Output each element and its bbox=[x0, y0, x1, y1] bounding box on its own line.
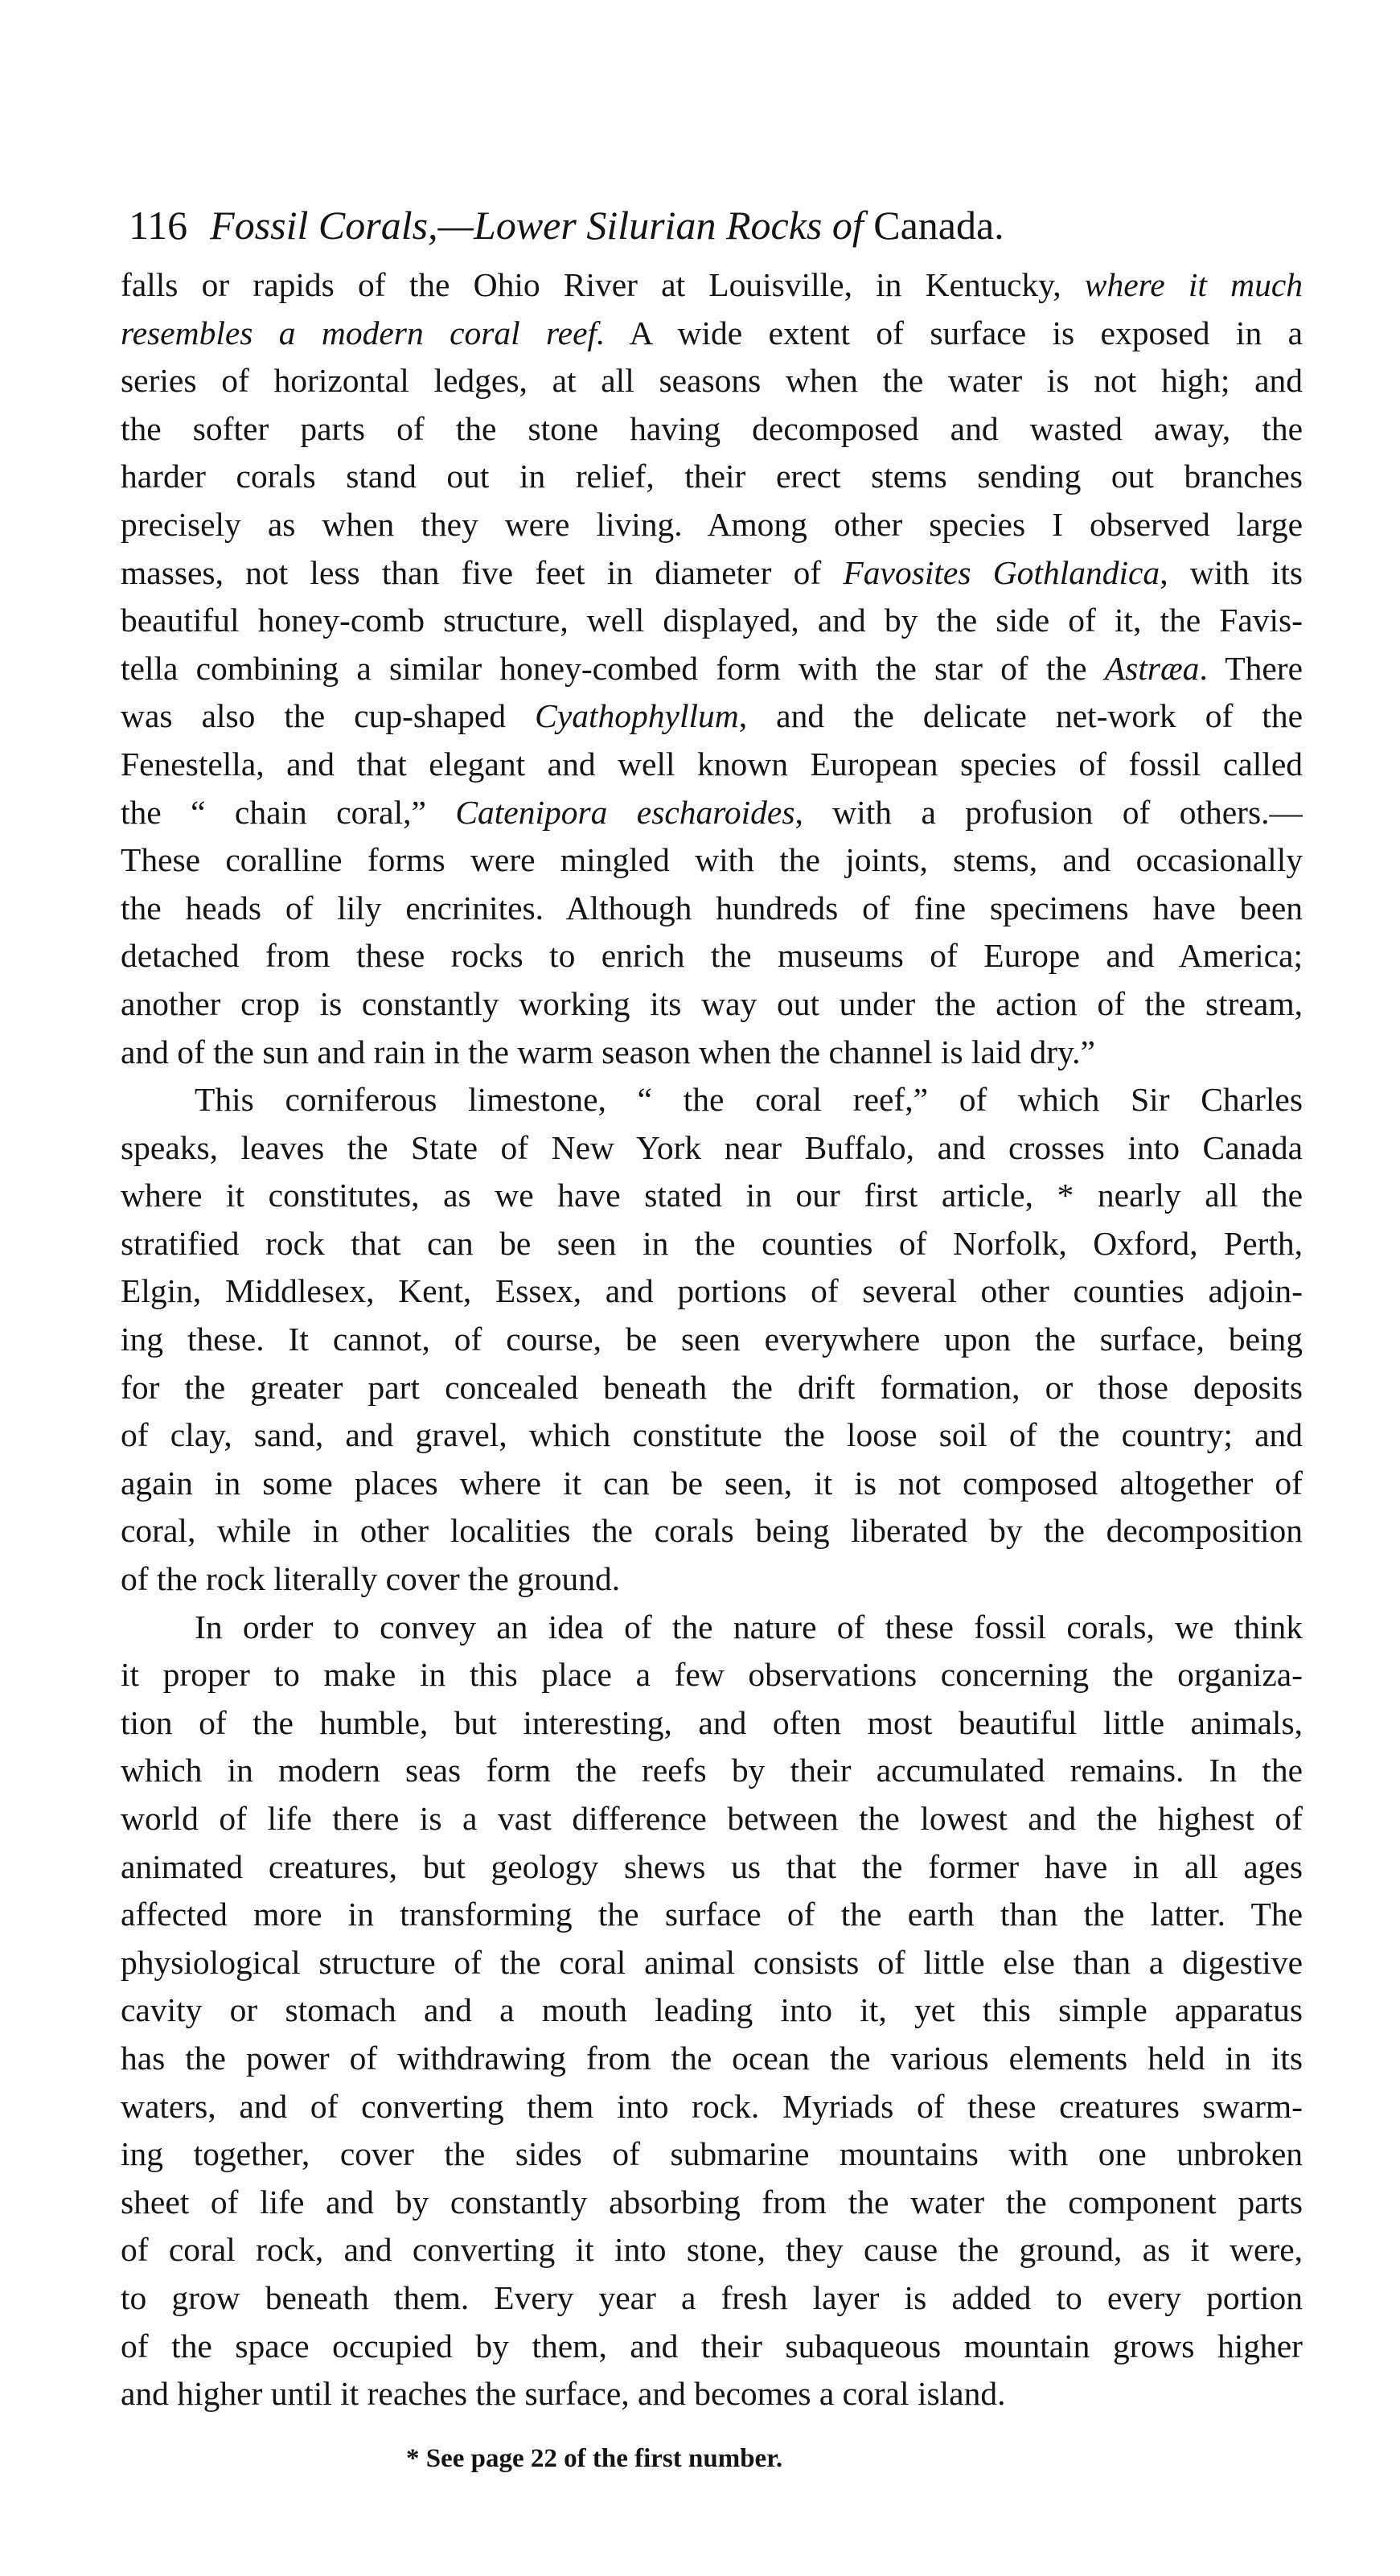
text-line: physiological structure of the coral animal consists of little else than a digestive bbox=[121, 1943, 1303, 1981]
text-line: of clay, sand, and gravel, which constitute the loose soil of the country; and bbox=[121, 1416, 1303, 1454]
text-line: and higher until it reaches the surface, and becomes a coral island. bbox=[121, 2375, 1006, 2413]
italic-span: Cyathophyllum bbox=[535, 697, 739, 735]
italic-span: resembles a modern coral reef. bbox=[121, 314, 606, 351]
text-line: masses, not less than five feet in diameter of Favosites Gothlandica, with its bbox=[121, 553, 1303, 591]
text-line: speaks, leaves the State of New York near Buffalo, and crosses into Canada bbox=[121, 1128, 1303, 1166]
text-line: Fenestella, and that elegant and well known European species of fossil called bbox=[121, 745, 1303, 783]
text-line: resembles a modern coral reef. A wide extent of surface is exposed in a bbox=[121, 314, 1303, 351]
text-line: for the greater part concealed beneath the drift formation, or those deposits bbox=[121, 1368, 1303, 1406]
italic-span: Astræa bbox=[1104, 649, 1200, 687]
body-text bbox=[121, 261, 1303, 2418]
running-title-italic: Fossil Corals,—Lower Silurian Rocks of bbox=[210, 203, 864, 248]
footnote: * See page 22 of the first number. bbox=[406, 2443, 783, 2473]
text-line: another crop is constantly working its way out under the action of the stream, bbox=[121, 984, 1303, 1022]
text-line: These coralline forms were mingled with the joints, stems, and occasionally bbox=[121, 841, 1303, 879]
text-line: affected more in transforming the surface of the earth than the latter. The bbox=[121, 1896, 1303, 1933]
text-line: beautiful honey-comb structure, well displayed, and by the side of it, the Favis- bbox=[121, 602, 1303, 639]
text-line: detached from these rocks to enrich the museums of Europe and America; bbox=[121, 937, 1303, 975]
text-line: it proper to make in this place a few observations concerning the organiza- bbox=[121, 1656, 1303, 1694]
text-line: precisely as when they were living. Among other species I observed large bbox=[121, 505, 1303, 543]
running-title-roman: Canada. bbox=[873, 203, 1004, 248]
text-line: and of the sun and rain in the warm season when the channel is laid dry.” bbox=[121, 1033, 1095, 1070]
text-line: the heads of lily encrinites. Although hundreds of fine specimens have been bbox=[121, 889, 1303, 926]
text-line: tella combining a similar honey-combed form with the star of the Astræa. There bbox=[121, 649, 1303, 687]
text-line: stratified rock that can be seen in the counties of Norfolk, Oxford, Perth, bbox=[121, 1224, 1303, 1262]
text-line: cavity or stomach and a mouth leading into it, yet this simple apparatus bbox=[121, 1991, 1303, 2029]
text-line: waters, and of converting them into rock. Myriads of these creatures swarm- bbox=[121, 2087, 1303, 2125]
text-line: ing together, cover the sides of submarine mountains with one unbroken bbox=[121, 2135, 1303, 2173]
text-line: which in modern seas form the reefs by their accumulated remains. In the bbox=[121, 1752, 1303, 1789]
italic-span: Catenipora escharoides bbox=[455, 793, 795, 831]
text-line: Elgin, Middlesex, Kent, Essex, and portions of several other counties adjoin- bbox=[121, 1272, 1303, 1310]
text-line: the “ chain coral,” Catenipora escharoides, with a profusion of others.— bbox=[121, 793, 1303, 831]
text-line: was also the cup-shaped Cyathophyllum, and the delicate net-work of the bbox=[121, 697, 1303, 735]
text-line: of the rock literally cover the ground. bbox=[121, 1560, 621, 1598]
text-line: series of horizontal ledges, at all seasons when the water is not high; and bbox=[121, 362, 1303, 400]
text-line: where it constitutes, as we have stated in our first article, * nearly all the bbox=[121, 1177, 1303, 1214]
italic-span: where it much bbox=[1084, 266, 1303, 303]
text-line: sheet of life and by constantly absorbing from the water the component parts bbox=[121, 2183, 1303, 2221]
paragraph-3 bbox=[121, 1604, 1303, 2418]
text-line: again in some places where it can be seen, it is not composed altogether of bbox=[121, 1464, 1303, 1502]
text-line: falls or rapids of the Ohio River at Louisville, in Kentucky, where it much bbox=[121, 266, 1303, 303]
text-line: of the space occupied by them, and their subaqueous mountain grows higher bbox=[121, 2327, 1303, 2364]
text-line: to grow beneath them. Every year a fresh layer is added to every portion bbox=[121, 2278, 1303, 2316]
text-line: harder corals stand out in relief, their erect stems sending out branches bbox=[121, 458, 1303, 495]
paragraph-1 bbox=[121, 261, 1303, 1076]
paragraph-2 bbox=[121, 1076, 1303, 1604]
text-line: of coral rock, and converting it into stone, they cause the ground, as it were, bbox=[121, 2231, 1303, 2269]
text-line: coral, while in other localities the corals being liberated by the decomposition bbox=[121, 1512, 1303, 1550]
text-line: ing these. It cannot, of course, be seen everywhere upon the surface, being bbox=[121, 1321, 1303, 1358]
page-number: 116 bbox=[129, 203, 188, 248]
running-head bbox=[129, 197, 1303, 253]
italic-span: Favosites Gothlandica bbox=[843, 553, 1160, 591]
text-line: This corniferous limestone, “ the coral reef,” of which Sir Charles bbox=[195, 1081, 1303, 1119]
text-line: In order to convey an idea of the nature of these fossil corals, we think bbox=[195, 1608, 1303, 1645]
text-line: animated creatures, but geology shews us that the former have in all ages bbox=[121, 1847, 1303, 1885]
text-line: the softer parts of the stone having decomposed and wasted away, the bbox=[121, 409, 1303, 447]
book-page bbox=[121, 197, 1303, 2476]
text-line: has the power of withdrawing from the ocean the various elements held in its bbox=[121, 2039, 1303, 2077]
text-line: tion of the humble, but interesting, and often most beautiful little animals, bbox=[121, 1703, 1303, 1741]
text-line: world of life there is a vast difference between the lowest and the highest of bbox=[121, 1800, 1303, 1837]
